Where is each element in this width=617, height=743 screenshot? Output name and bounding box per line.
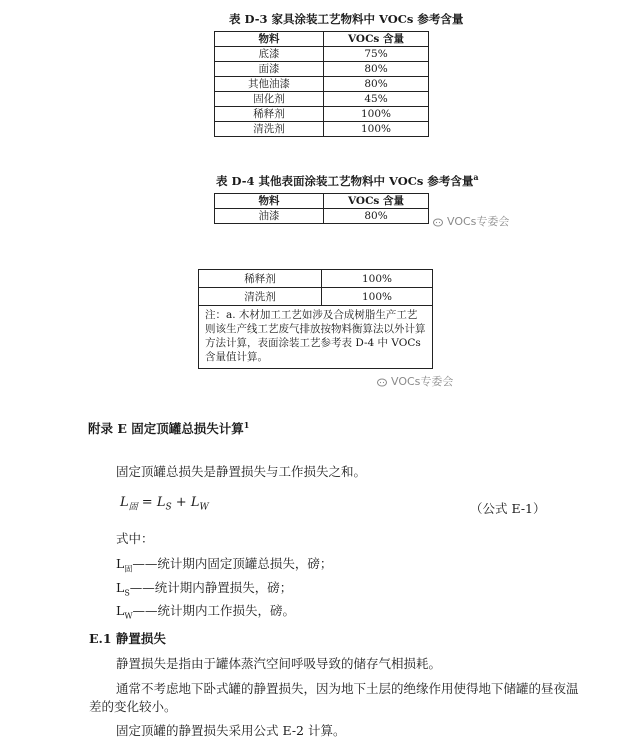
where-label: 式中： xyxy=(116,531,154,546)
definition-item xyxy=(116,601,295,621)
table-cell: 稀释剂 xyxy=(215,107,324,122)
table-cell: 75% xyxy=(324,47,429,62)
definition-subscript: S xyxy=(124,588,130,598)
definition-item xyxy=(116,554,332,575)
paragraph-line: 通常不考虑地下卧式罐的静置损失，因为地下土层的绝缘作用使得地下储罐的昼夜温 xyxy=(116,681,579,696)
table-row xyxy=(215,122,429,137)
formula-operator: + xyxy=(171,495,191,510)
table-row xyxy=(199,306,433,369)
footnote-marker: 1 xyxy=(243,419,250,430)
table-d4-caption-text: 表 D-4 其他表面涂装工艺物料中 VOCs 参考含量 xyxy=(216,173,474,188)
watermark-text: VOCs专委会 xyxy=(391,375,454,388)
chat-bubble-icon xyxy=(433,218,445,227)
footnote-marker: a xyxy=(473,172,479,182)
definition-symbol: L xyxy=(116,603,125,618)
table-cell: 80% xyxy=(324,209,429,224)
table-d3-caption: 表 D-3 家具涂装工艺物料中 VOCs 参考含量 xyxy=(229,12,464,26)
table-row xyxy=(215,92,429,107)
table-cell: 100% xyxy=(322,270,433,288)
table-row xyxy=(215,32,429,47)
appendix-title xyxy=(88,419,249,437)
table-cell: 100% xyxy=(322,288,433,306)
table-d4 xyxy=(214,193,429,224)
table-cell: 80% xyxy=(324,77,429,92)
watermark-text: VOCs专委会 xyxy=(447,215,510,228)
table-row xyxy=(215,47,429,62)
table-row xyxy=(215,209,429,224)
paragraph-line: 差的变化较小。 xyxy=(89,699,177,714)
table-d3 xyxy=(214,31,429,137)
table-row xyxy=(199,270,433,288)
table-row xyxy=(215,194,429,209)
definition-subscript: W xyxy=(124,611,133,621)
table-cell: 固化剂 xyxy=(215,92,324,107)
formula-e1 xyxy=(120,495,209,513)
table-header-cell: 物料 xyxy=(215,194,324,209)
watermark xyxy=(433,213,509,229)
table-cell: 油漆 xyxy=(215,209,324,224)
definition-symbol: L xyxy=(116,580,125,595)
definition-subscript: 固 xyxy=(124,564,133,574)
table-row xyxy=(215,107,429,122)
formula-subscript: W xyxy=(199,502,209,513)
formula-symbol: L xyxy=(156,495,166,510)
table-header-cell: VOCs 含量 xyxy=(324,194,429,209)
table-cell: 80% xyxy=(324,62,429,77)
table-d4-continued xyxy=(198,269,433,369)
table-cell: 其他油漆 xyxy=(215,77,324,92)
table-row xyxy=(199,288,433,306)
formula-operator: = xyxy=(137,495,157,510)
table-cell: 清洗剂 xyxy=(199,288,322,306)
table-cell: 100% xyxy=(324,122,429,137)
table-cell: 清洗剂 xyxy=(215,122,324,137)
paragraph: 固定顶罐的静置损失采用公式 E-2 计算。 xyxy=(116,723,346,738)
formula-subscript: 固 xyxy=(128,502,138,513)
formula-label: （公式 E-1） xyxy=(470,501,546,516)
chat-bubble-icon xyxy=(377,378,389,387)
appendix-title-text: 附录 E 固定顶罐总损失计算 xyxy=(88,421,244,436)
formula-symbol: L xyxy=(120,495,129,510)
table-cell: 45% xyxy=(324,92,429,107)
intro-paragraph: 固定顶罐总损失是静置损失与工作损失之和。 xyxy=(116,464,367,479)
table-cell: 底漆 xyxy=(215,47,324,62)
watermark xyxy=(377,373,453,389)
table-cell: 面漆 xyxy=(215,62,324,77)
definition-item xyxy=(116,578,292,598)
table-header-cell: 物料 xyxy=(215,32,324,47)
definition-text: ——统计期内工作损失，磅。 xyxy=(132,603,296,618)
table-cell: 100% xyxy=(324,107,429,122)
table-row xyxy=(215,77,429,92)
section-heading-e1: E.1 静置损失 xyxy=(89,631,166,646)
paragraph: 静置损失是指由于罐体蒸汽空间呼吸导致的储存气相损耗。 xyxy=(116,656,442,671)
table-header-cell: VOCs 含量 xyxy=(324,32,429,47)
formula-subscript: S xyxy=(165,502,172,513)
definition-symbol: L xyxy=(116,556,125,571)
table-d4-caption xyxy=(216,172,479,189)
definition-text: ——统计期内固定顶罐总损失，磅； xyxy=(132,556,333,571)
table-note: 注：a. 木材加工工艺如涉及合成树脂生产工艺则该生产线工艺废气排放按物料衡算法以外计算方法计算，表面涂装工艺参考表 D-4 中 VOCs 含量值计算。 xyxy=(199,306,433,369)
table-row xyxy=(215,62,429,77)
definition-text: ——统计期内静置损失，磅； xyxy=(129,580,293,595)
formula-symbol: L xyxy=(190,495,200,510)
table-cell: 稀释剂 xyxy=(199,270,322,288)
